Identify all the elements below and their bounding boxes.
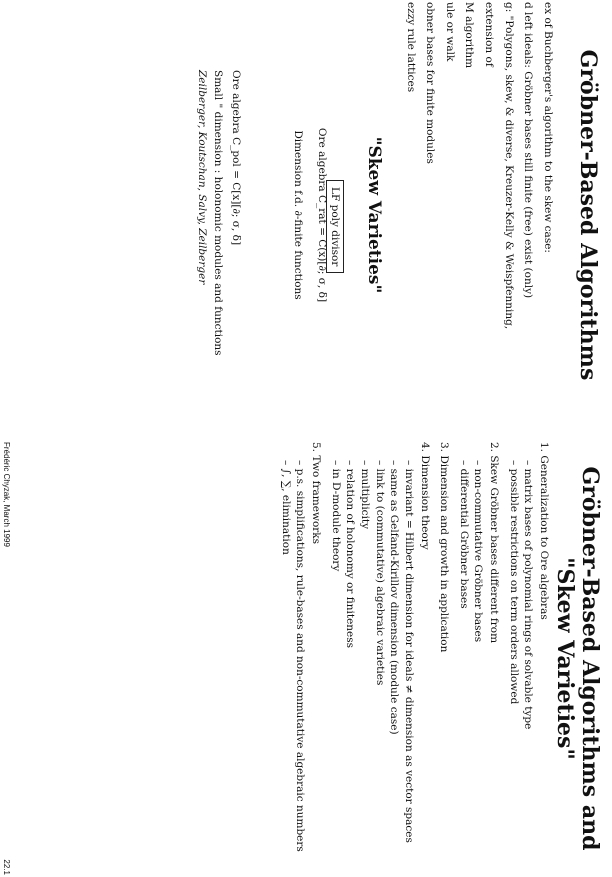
dimension-line: Dimension f.d. ∂-finite functions	[292, 130, 304, 300]
body-line: obner bases for finite modules	[424, 2, 437, 164]
sub-list	[506, 460, 534, 873]
sub-list-item: – link to (commutative) algebraic varieties	[372, 460, 386, 873]
slide-item-list	[272, 442, 550, 873]
sub-list	[328, 460, 415, 873]
sub-list-item: – differential Gröbner bases	[456, 460, 470, 873]
sub-list-item: – same as Gelfand-Kirillov dimension (module case)	[387, 460, 401, 873]
body-line: ezzy rule lattices	[404, 2, 417, 93]
sub-list-item: – ∫, ∑, elimination	[278, 460, 292, 873]
slide-body	[397, 2, 554, 426]
sub-list-item: – possible restrictions on term orders allowed	[506, 460, 520, 873]
list-item	[456, 442, 500, 873]
list-item-label: 2. Skew Gröbner bases different from	[488, 442, 501, 644]
footer-author: Frédéric Chyzak, March 1999	[2, 442, 11, 547]
section-heading: "Skew Varieties"	[364, 136, 384, 294]
list-item-label: 1. Generalization to Ore algebras	[538, 442, 550, 620]
sub-list	[278, 460, 306, 873]
page-number: 22.1	[2, 859, 11, 875]
sub-list-item: – in D-module theory	[328, 460, 342, 873]
slide-title: Gröbner-Based Algorithms	[575, 49, 601, 381]
sub-list-item: – p.s. simplifications, rule-bases and non-commutative algebraic numbers	[293, 460, 307, 873]
list-item-label: 3. Dimension and growth in application	[438, 442, 451, 653]
list-item-label: 4. Dimension theory	[418, 442, 431, 550]
sub-list-item: – invariant = Hilbert dimension for ideals ≠ dimension as vector spaces	[401, 460, 415, 873]
sub-list-item: – multiplicity	[357, 460, 371, 873]
authors-line: Zeilberger, Koutschan, Salvy, Zeilberger	[196, 70, 208, 285]
ore-algebra-line: Ore algebra C_rat = C(x)[∂; σ, δ]	[316, 127, 328, 303]
body-line: ule or walk	[443, 2, 456, 62]
slide-title: Gröbner-Based Algorithms and "Skew Varieties"	[551, 466, 603, 851]
list-item-label: 5. Two frameworks	[310, 442, 323, 545]
ore-polynomial-line: Ore algebra C_pol = C[x][∂; σ, δ]	[230, 70, 242, 246]
body-line: M algorithm	[463, 2, 476, 69]
list-item	[437, 442, 451, 873]
boxed-label: LF poly divisor	[326, 180, 344, 273]
slide-footer	[2, 440, 11, 877]
sub-list-item: – non-commutative Gröbner bases	[471, 460, 485, 873]
body-line: extension of	[483, 2, 496, 67]
sub-list-item: – matrix bases of polynomial rings of solvable type	[521, 460, 535, 873]
slide-top	[0, 0, 612, 430]
list-item	[328, 442, 430, 873]
sub-list	[456, 460, 484, 873]
slide-bottom	[0, 440, 612, 877]
list-item	[278, 442, 322, 873]
list-item	[506, 442, 550, 873]
body-line: d left ideals: Gröbner bases still finite (free) exist (only)	[522, 2, 535, 299]
body-line: ex of Buchberger's algorithm to the skew case:	[542, 2, 554, 253]
sub-list-item: – relation of holonomy or finiteness	[343, 460, 357, 873]
body-line: g: "Polygons, skew, & diverse, Kreuzer-Kelly & Weispfenning,	[502, 2, 515, 330]
small-dimension-line: Small " dimension : holonomic modules and functions	[212, 70, 224, 356]
